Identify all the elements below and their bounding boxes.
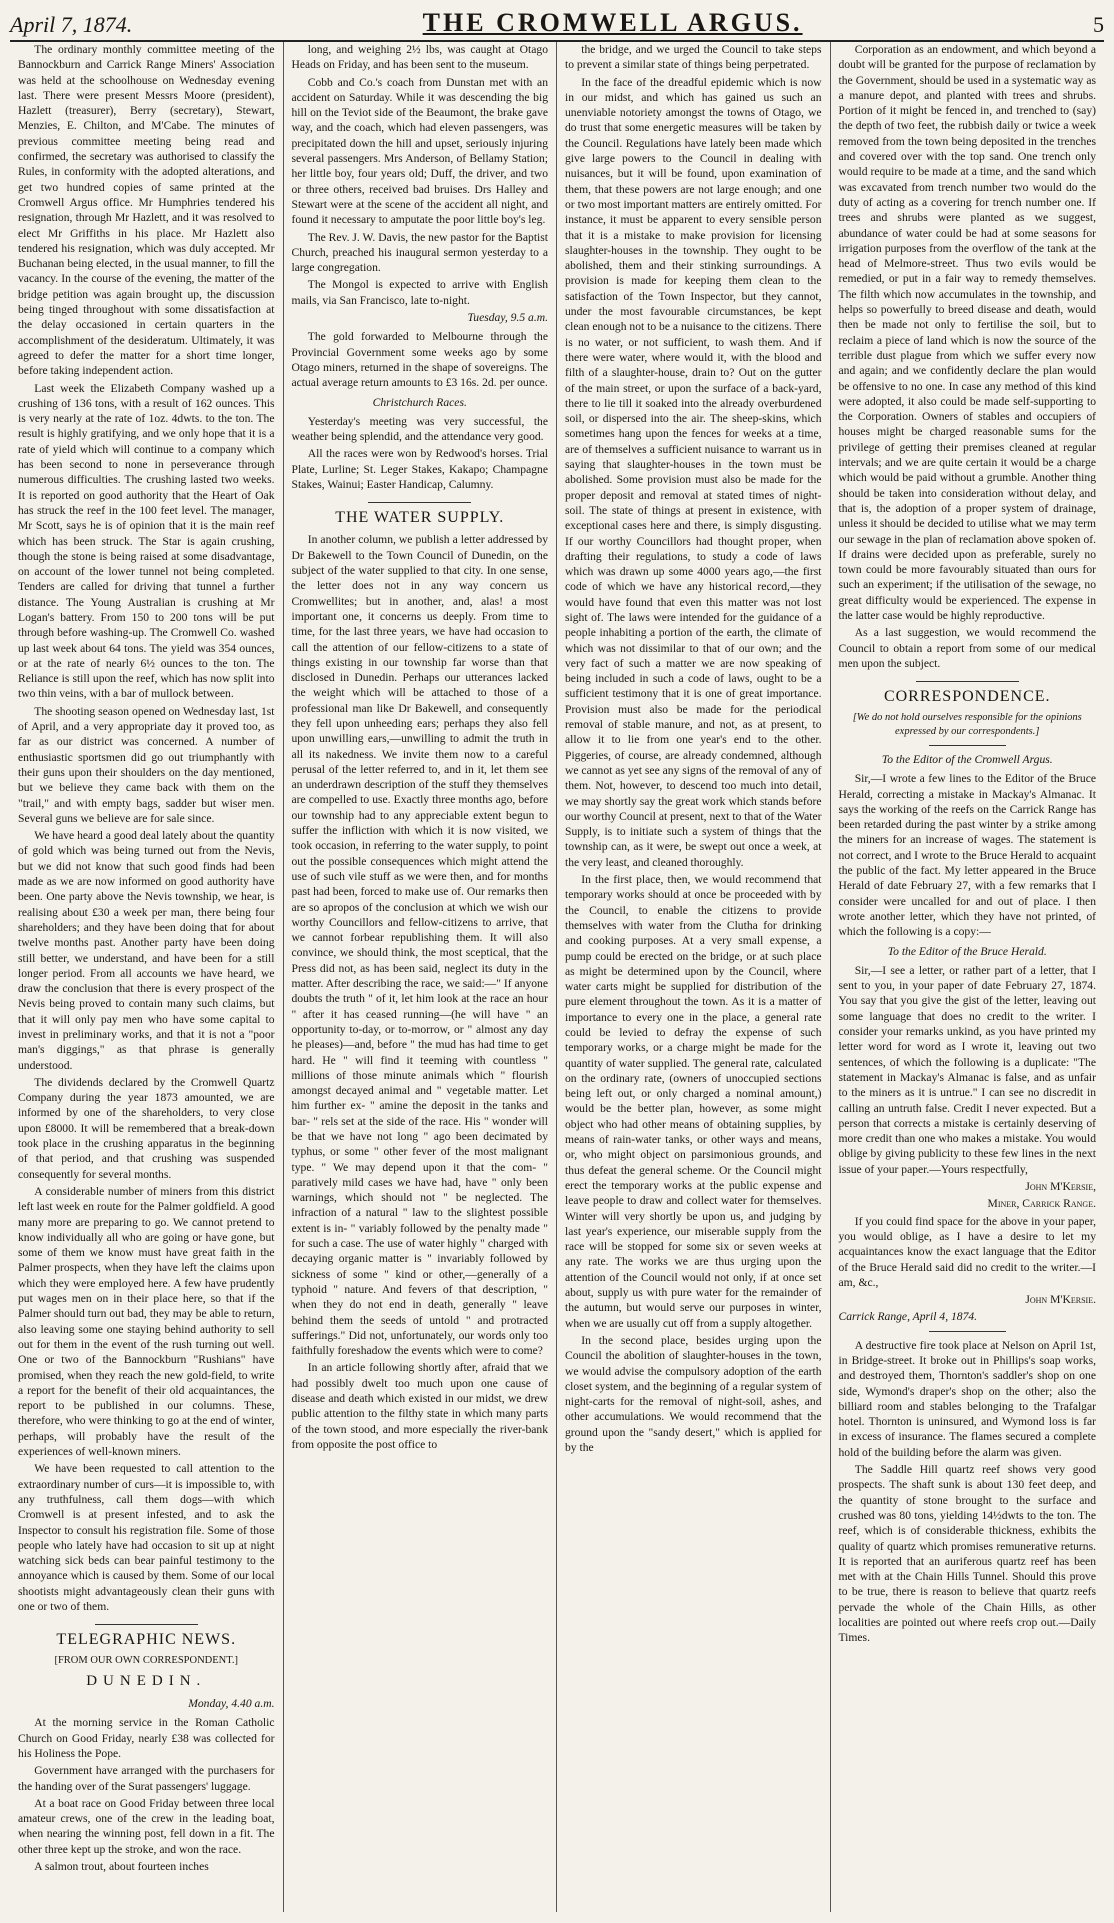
disclaimer-note: [We do not hold ourselves responsible for the opinions expressed by our correspondents.] <box>852 712 1082 738</box>
letter-paragraph: If you could find space for the above in your paper, you would oblige, as I have a desire to let my acquaintances know the exact language that the Editor of the Bruce Herald said did no credit to the writer.—I am, &c., <box>838 1214 1096 1289</box>
article-nevis-gold: We have heard a good deal lately about the quantity of gold which was being turned out from the Nevis, but we did not know that such good finds had been made as we are now informed on good authority have been. One party above the Nevis township, we hear, is realising about £30 a week per man, there being four shareholders; and they have been doing that for about twelve months past. Another party have been doing still better, we understand, and have been for a still longer period. From all accounts we have heard, we draw the conclusion that there is every prospect of the Nevis being proved to contain many such claims, but that it will only pay men who have some capital to invest in preliminary works, and that it is not a "poor man's diggings," as that phrase is generally understood. <box>18 829 275 1072</box>
page-number: 5 <box>1092 12 1104 37</box>
letter-paragraph: Sir,—I see a letter, or rather part of a letter, that I sent to you, in your paper of date February 27, 1874. You say that you give the gist of the letter, leaving out some language that does no credit to the writer. I consider your remarks unkind, as you have printed my letter word for word as I wrote it, leaving out two sentences, of which the following is a duplicate: "The statement in Mackay's Almanac is false, and as unfair to the miners as it is untrue." I can see no discredit in calling an untruth false. Credit I never expected. But a person that corrects a mistake is certainly deserving of more credit than one who makes a mistake. You would oblige by giving publicity to these few lines in the next issue of your paper.—Yours respectfully, <box>838 963 1096 1176</box>
editorial-paragraph: In an article following shortly after, afraid that we had possibly dwelt too much upon one cause of disease and death which existed in our midst, we drew public attention to the filthy state in which many parts of the town stood, and more especially the river-bank from opposite the post office to <box>291 1361 548 1451</box>
column-3 <box>557 42 831 1912</box>
article-miners-association: The ordinary monthly committee meeting of the Bannockburn and Carrick Range Miners' Association was held at the schoolhouse on Wednesday evening last. There were present Messrs Moore (president), Hazlett (treasurer), Berry (secretary), Stewart, Menzies, E. Chilton, and M'Cabe. The minutes of previous committee meeting being read and confirmed, the secretary was authorised to classify the Rules, in conformity with the adopted alterations, and get two hundred copies of same printed at the Cromwell Argus office. Mr Humphries tendered his resignation, through Mr Hazlett, and it was resolved to elect Mr Griffiths in his place. Mr Hazlett also tendered his resignation, which was duly accepted. Mr Buchanan being elected, in the usual manner, to fill the vacancy. In the course of the evening, the matter of the bridge petition was again brought up, the discussion being tinged throughout with some dissatisfaction at the delay occasioned in certain quarters in the accomplishment of the desideratum. Ultimately, it was agreed to defer the matter for a short time longer, before taking independent action. <box>18 43 275 378</box>
water-supply-heading <box>292 502 549 528</box>
section-rule <box>916 681 1019 682</box>
separator-rule <box>929 745 1006 746</box>
article-dividends: The dividends declared by the Cromwell Quartz Company during the year 1873 amounted, we are informed by one of the shareholders, to very close upon £8000. It will be remembered that a break-down took place in the crushing apparatus in the beginning of that period, and that crushing was suspended consequently for several months. <box>18 1075 275 1181</box>
issue-date: April 7, 1874. <box>10 12 133 37</box>
editorial-paragraph: Corporation as an endowment, and which beyond a doubt will be granted for the purpose of reclamation by the Government, should be used in a systematic way as a manure depot, and planted with trees and shrubs. Portion of it might be fenced in, and trenched to (say) the depth of two feet, the rubbish daily or twice a week removed from the town being deposited in the trenches and covered over with the top sand. One trench only would require to be made at a time, and the sand which was excavated from trench number two would do the duty of acting as a covering for trench number one. If trees and shrubs were planted as we suggest, abundance of water could be had at some seasons for irrigation purposes from the overflow of the tank at the head of Melmore-street. Thus two evils would be remedied, or put in a fair way to remedy themselves. The filth which now accumulates in the township, and helps so powerfully to breed disease and death, would then be made not only to fertilise the soil, but to reclaim a piece of land which is now the source of the terrible dust plague from which we suffer every now and again; and we confidently declare the plan would be offensive to no one. In case any method of this kind were adopted, it also could be made self-supporting to the Corporation. Owners of stables and occupiers of houses might be charged reasonable sums for the privilege of getting their premises cleaned at regular intervals; and we are quite certain it would be a charge which would be paid without a grumble. Another thing should be taken into consideration without delay, and that is, the adoption of a proper system of drainage, unless it should be decided to utilise what we may term our sewage in the plan of reclamation above spoken of. If drains were decided upon as preferable, surely no town could be more favourably situated than ours for such an experiment; if the utilisation of the sewage, no great difficulty would be experienced. The expense in the latter case would be highly reproductive. <box>838 43 1096 622</box>
telegram-item: long, and weighing 2½ lbs, was caught at Otago Heads on Friday, and has been sent to the museum. <box>291 43 548 72</box>
section-rule <box>368 502 471 503</box>
correspondence-heading <box>839 681 1097 707</box>
telegram-coach-accident: Cobb and Co.'s coach from Dunstan met with an accident on Saturday. While it was descending the big hill on the Teviot side of the Beaumont, the brake gave way, and the coach, which had eleven passengers, was precipitated down the hill and upset, seriously injuring several passengers. Mrs Anderson, of Bellamy Station; her little boy, four years old; Duff, the driver, and two or three others, received bad bruises. Drs Halley and Stewart were at the scene of the accident all night, and found it necessary to amputate the poor little boy's leg. <box>291 75 548 227</box>
editorial-paragraph: In the second place, besides urging upon the Council the abolition of slaughter-houses in the town, we would advise the compulsory adoption of the earth closet system, and the beginning of a regular system of night-carts for the removal of night-soil, ashes, and other accumulations. We would recommend that the ground upon the "sandy desert," which is applied for by the <box>565 1333 822 1455</box>
telegram-item: The Rev. J. W. Davis, the new pastor for the Baptist Church, preached his inaugural sermon yesterday to a large congregation. <box>291 230 548 275</box>
dateline-time: Monday, 4.40 a.m. <box>188 1697 275 1711</box>
letter-salutation: To the Editor of the Bruce Herald. <box>887 944 1047 958</box>
column-2 <box>284 42 558 1912</box>
column-4 <box>831 42 1105 1912</box>
page-header <box>10 0 1104 42</box>
letter-signature-detail: Miner, Carrick Range. <box>987 1197 1096 1211</box>
letter-salutation: To the Editor of the Cromwell Argus. <box>881 753 1053 766</box>
section-title: THE WATER SUPPLY. <box>335 509 505 527</box>
editorial-paragraph: In the first place, then, we would recommend that temporary works should at once be proceeded with by the Council, to enable the citizens to provide themselves with water from the Clutha for drinking and cooking purposes. At a very small expense, a pump could be erected on the bridge, or at such place as might be determined upon by the Council, where water carts might be supplied for distribution of the pure element throughout the town. As it is a matter of importance to every one in the place, a general rate could be levied to defray the expense of such temporary works, or a charge might be made for the quantity of water supplied. The general rate, calculated on the ordinary rate, (owners of unoccupied sections being left out, or only charged a nominal amount,) would be the better plan, however, as some might object who had other means of obtaining supplies, by means of rain-water tanks, or other ways and means, or, who might object on parsimonious grounds, and thus defeat the general scheme. Or the Council might erect the temporary works at the public expense and leave people to draw and collect water for themselves. Winter will very shortly be upon us, and judging by last year's experience, our miserable supply from the race will be stopped for some six or seven weeks at any rate. The works we are thus urging upon the attention of the Council would not only, if at once set about, supply us with pure water for the remainder of the autumn, but would serve our purposes in winter, when we are usually cut off from a supply altogether. <box>565 873 822 1330</box>
section-title: TELEGRAPHIC NEWS. <box>56 1631 237 1649</box>
letter-paragraph: Sir,—I wrote a few lines to the Editor of the Bruce Herald, correcting a mistake in Mackay's Almanac. It says the working of the reefs on the Carrick Range has been retarded during the past winter by a strike among the miners for an increase of wages. The statement is not correct, and I wrote to the Bruce Herald to acquaint the public of the fact. My letter appeared in the Bruce Herald of date February 27, with a few remarks that I consider were uncalled for and out of place. I then wrote another letter, which they have not printed, of which the following is a copy:— <box>838 772 1096 939</box>
newspaper-page <box>10 0 1104 1912</box>
telegram-item: A salmon trout, about fourteen inches <box>34 1860 209 1874</box>
editorial-paragraph: In the face of the dreadful epidemic which is now in our midst, and which has gained us such an unenviable notoriety amongst the towns of Otago, we do trust that some energetic measures will be taken by the Council. Regulations have lately been made which give large powers to the Council in dealing with nuisances, but it will be found, upon examination of them, that these powers are not large enough; and one or two most important matters are entirely omitted. For instance, it must be apparent to every sensible person that it is a mistake to make provision for licensing slaughter-houses in the township. They ought to be abolished, them and their stinking surroundings. A provision is made for keeping them clean to the satisfaction of the Town Inspector, but they cannot, under the most favourable circumstances, be kept clean enough not to be a nuisance to the citizens. There is no water, or not sufficient, to wash them. And if there were water, where would it, with the blood and filth of a slaughter-house, drain to? Out on the gutter of the main street, or upon the surface of a back-yard, there to lie till it soaked into the already overburdened soil, or dispersed into the air. The sheep-skins, which sometimes hang upon the fences for weeks at a time, are of themselves a sufficient nuisance to warrant us in saying that slaughter-houses in the town must be abolished. Some provision must also be made for the proper deposit and removal at stated times of night-soil. The state of things at present in existence, with exceptional cases here and there, is simply disgusting. If our worthy Councillors had thought proper, when drafting their regulations, to study a code of laws which was drawn up some 4000 years ago,—the first code of which we have any historical record,—they would have found that even this matter was not lost sight of. The laws were intended for the guidance of a people inhabiting a portion of the earth, the climate of which was not dissimilar to that of our own; and the very fact of such a matter we are now speaking of being included in such a code of laws, ought to be a sufficient testimony that it is one of great importance. Provision must also be made for the periodical removal of stable manure, and not, as at present, to allow it to lie from one year's end to the other. Piggeries, of course, are already condemned, although we cannot as yet see any signs of the removal of any of them. Not, however, to descend too much into detail, we may shortly say the great work which stands before our worthy Council at present, next to that of the Water Supply, is to initiate such a system of things that the township can, as it were, be swept out once a week, at the very least, and cleaned thoroughly. <box>565 75 822 869</box>
article-mining-news: Last week the Elizabeth Company washed up a crushing of 136 tons, with a result of 162 ounces. This is very nearly at the rate of 1oz. 4dwts. to the ton. The result is highly gratifying, and we only hope that it is a rate of yield which will continue to a company which has been second to none in perseverance through numerous difficulties. The crushing lasted two weeks. It is reported on good authority that the Heart of Oak has struck the reef in the 100 feet level. The manager, Mr Scott, says he is of opinion that it is the main reef which has been struck. The Star is again crushing, though the stone is being raised at some disadvantage, on account of the lower tunnel not being completed. Tenders are called for driving that tunnel a further distance. The Young Australian is crushing at Mr Logan's battery. From 150 to 200 tons will be put through before washing-up. The Cromwell Co. washed up last week about 64 tons. The yield was 354 ounces, or at the rate of nearly 6½ ounces to the ton. The Reliance is still upon the reef, which has now split into two thin veins, with a bar of mullock between. <box>18 381 275 701</box>
columns <box>10 42 1104 1912</box>
separator-rule <box>929 1331 1006 1332</box>
editorial-paragraph: the bridge, and we urged the Council to take steps to prevent a similar state of things being perpetrated. <box>565 43 822 72</box>
masthead-title: THE CROMWELL ARGUS. <box>422 8 803 37</box>
editorial-paragraph: In another column, we publish a letter addressed by Dr Bakewell to the Town Council of Dunedin, on the subject of the water supplied to that city. In one sense, the letter does not in any way concern us Cromwellites; but in another, and, alas! a most important one, it concerns us deeply. From time to time, for the last three years, we have had occasion to call the attention of our fellow-citizens to a state of things existing in our township far worse than that disclosed in Dunedin. Perhaps our utterances lacked the weight which will be attached to those of a professional man like Dr Bakewell, and consequently they fell upon unheeding ears; perhaps they also fell upon unwilling ears,—unwilling to admit the truth in all its nakedness. We invite them now to a careful perusal of the letter referred to, and in it, let them see an underdrawn description of the stuff they themselves are compelled to use. Exactly three months ago, before our township had to any appreciable extent begun to suffer the infliction with which it is now visited, we took occasion, in referring to the water supply, to point out the possible consequences which might attend the use of such vile stuff as we were then, and for months past had been, forced to make use of. Our remarks then are so apropos of the conclusion at which we wish our worthy Councillors and fellow-citizens to arrive, that we cannot forbear republishing them. It will also convince, we should think, the most sceptical, that the Press did not, as has been said, neglect its duty in the matter. After describing the race, we said:—" If anyone doubts the truth " of it, let him look at the race an hour " after it has ceased running—(he will have " an opportunity to-day, or to-morrow, or " almost any day he pleases)—and, before " the mud has had time to get hard. He " will find it teeming with countless " millions of those minute animals which " flourish amongst decayed animal and " vegetable matter. Let him further ex- " amine the deposit in the tanks and bar- " rels set at the side of the race. His " wonder will be that we have not long " ago been decimated by typhus, or some " other fever of the most malignant type. " We may depend upon it that the com- " paratively mild cases we have had, have " only been warnings, which should not " be neglected. The infraction of a natural " law to the slightest possible extent is in- " variably followed by the penalty made " for such a case. The use of water highly " charged with decaying organic matter is " invariably followed by sickness of some " kind or other,—generally of a typhoid " nature. And fevers of that description, " when they do not end in death, generally " leave behind them the seeds of untold " and protracted sufferings." Did not, unfortunately, our words only too faithfully foreshadow the events which were to come? <box>291 533 548 1358</box>
dateline-place: DUNEDIN. <box>86 1673 207 1690</box>
article-curs: We have been requested to call attention to the extraordinary number of curs—it is impossible to, with any truthfulness, call them dogs—with which Cromwell is at present infested, and to ask the Inspector to consult his registration file. Some of those people who lately have had occasion to sit up at night watching sick beds can bear painful testimony to the annoyance which is caused by them. Some of our local shootists might advantageously clean their guns with one or two of them. <box>18 1462 275 1613</box>
column-1 <box>10 42 284 1912</box>
news-item-fire: A destructive fire took place at Nelson on April 1st, in Bridge-street. It broke out in Phillips's soap works, and destroyed them, Thornton's saddler's shop on one side, Wymond's draper's shop on the other; also the billiard room and stables belonging to the Trafalgar hotel. Thornton is uninsured, and Wymond loss is far in excess of insurance. The flames secured a complete hold of the building before the alarm was given. <box>838 1338 1096 1459</box>
section-rule <box>95 1624 198 1625</box>
section-title: CORRESPONDENCE. <box>883 688 1051 706</box>
editorial-paragraph: As a last suggestion, we would recommend the Council to obtain a report from some of our medical men upon the subject. <box>838 626 1096 670</box>
races-subheading: Christchurch Races. <box>372 395 467 409</box>
correspondent-note: [FROM OUR OWN CORRESPONDENT.] <box>54 1655 239 1667</box>
telegram-item: Government have arranged with the purchasers for the handing over of the Surat passengers' luggage. <box>18 1764 275 1793</box>
news-item-quartz-reef: The Saddle Hill quartz reef shows very good prospects. The shaft sunk is about 130 feet deep, and the quantity of stone brought to the surface and crushed was 80 tons, yielding 14½dwts to the ton. The reef, which is of considerable thickness, exhibits the quality of quartz which promises remunerative returns. It is reported that an auriferous quartz reef has been met with at the Chain Hills Tunnel. Should this prove to be true, there is reason to believe that quartz reefs pervade the whole of the Chain Hills, as other localities are pointed out where reefs crop out.—Daily Times. <box>838 1463 1096 1645</box>
letter-signature: John M'Kersie, <box>1025 1180 1096 1194</box>
telegram-item: Yesterday's meeting was very successful, the weather being splendid, and the attendance very good. <box>291 414 548 444</box>
article-palmer-goldfield: A considerable number of miners from this district left last week en route for the Palmer goldfield. A good many more are preparing to go. We cannot pretend to know individually all who are going or have gone, but some of them we know must have great faith in the Palmer prospects, when they have left the claims upon which they were employed here. A few have prudently put wages men on in their place here, so that if the Palmer should turn out bad, they may be able to return, also leaving some one staying behind authority to sell out for them in the event of the rush turning out well. One or two of the Bannockburn "Rushians" have promised, when they reach the new gold-field, to write a report for the benefit of their old acquaintances, the report to be published in our columns. These, therefore, who were thinking to go at the end of winter, perhaps, will probably have the result of the experiences of well-known miners. <box>18 1184 275 1459</box>
telegram-item: At the morning service in the Roman Catholic Church on Good Friday, nearly £38 was collected for his Holiness the Pope. <box>18 1716 275 1760</box>
dateline-time: Tuesday, 9.5 a.m. <box>467 311 548 325</box>
telegram-item: The Mongol is expected to arrive with English mails, via San Francisco, late to-night. <box>291 278 548 307</box>
telegram-item: At a boat race on Good Friday between three local amateur crews, one of the crew in the leading boat, when nearing the winning post, fell down in a fit. The other three kept up the stroke, and won the race. <box>18 1796 275 1856</box>
letter-signature: John M'Kersie. <box>1025 1293 1096 1307</box>
telegram-item: All the races were won by Redwood's horses. Trial Plate, Lurline; St. Leger Stakes, Kakapo; Champagne Stakes, Wainui; Easter Handicap, Calumny. <box>291 447 548 492</box>
letter-date: Carrick Range, April 4, 1874. <box>838 1310 978 1324</box>
telegraphic-section-heading <box>18 1624 275 1650</box>
article-shooting-season: The shooting season opened on Wednesday last, 1st of April, and a very appropriate day it proved too, as far as our district was concerned. A number of enthusiastic sportsmen did go out triumphantly with their guns upon their shoulders on the day mentioned, but we believe they came back with them on the "trail," and with empty bags, sadder but wiser men. Several guns we believe are for sale since. <box>18 704 275 825</box>
telegram-item: The gold forwarded to Melbourne through the Provincial Government some weeks ago by some Otago miners, returned in the shape of sovereigns. The actual average return amounts to £3 16s. 2d. per ounce. <box>291 330 548 390</box>
